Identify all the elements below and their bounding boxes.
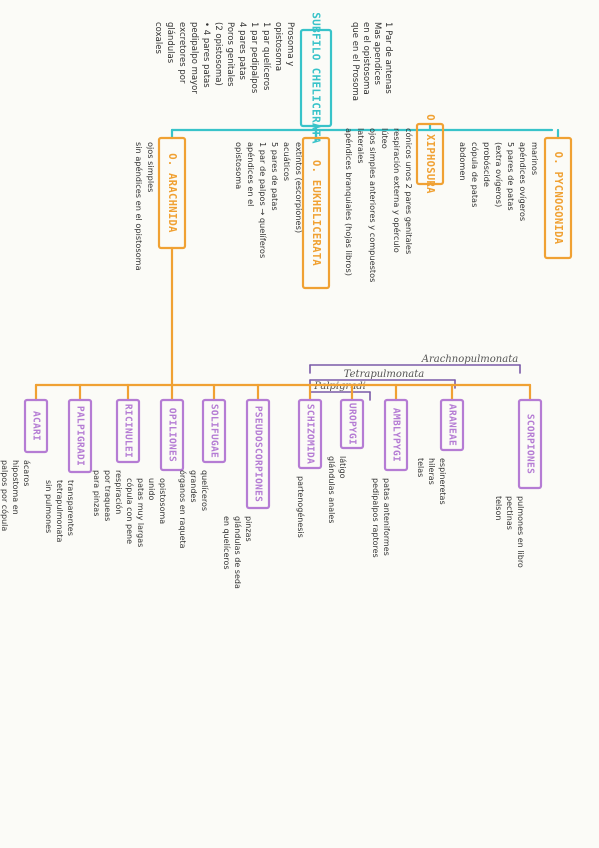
arachnid-order-box-label: AMBLYPYGI [390, 407, 402, 463]
subphylum-title-box-label: SUBFILO CHELICERATA [309, 12, 323, 144]
arachnid-order-box [25, 400, 47, 452]
arachnid-order-box [441, 400, 463, 450]
grouping-label: Tetrapulmonata [343, 369, 425, 380]
order-box [303, 138, 329, 288]
arachnid-order-box [203, 400, 225, 462]
arachnid-order-trait: hileras [427, 458, 436, 485]
order-trait: lúteo [380, 128, 390, 149]
arachnid-order-trait: patas muy largas [136, 478, 145, 548]
arachnid-order-trait: partenogénesis [296, 476, 305, 538]
order-trait: sin apéndices en el opistosoma [134, 142, 144, 271]
arachnid-order-box-label: SCHIZOMIDA [304, 403, 316, 465]
order-box-label: O. PYCNOGONIDA [552, 151, 564, 245]
grouping-label: Palpigradi [314, 381, 366, 392]
order-trait: respiración externa y opérculo [392, 128, 402, 253]
order-trait: (extra ovígeros) [494, 142, 504, 208]
arachnid-order-trait: pulmones en libro [516, 496, 525, 568]
arachnid-order-box [247, 400, 269, 508]
arachnid-order-trait: grandes [189, 470, 198, 503]
arachnid-order-box-label: SCORPIONES [524, 413, 536, 475]
order-trait: ojos simples [146, 142, 156, 193]
arachnid-order-trait: opistosoma [158, 478, 167, 525]
order-trait: marinos [530, 142, 540, 176]
arachnid-order-box [341, 400, 363, 448]
arachnid-order-trait: telson [494, 496, 503, 521]
arachnid-order-trait: respiración [114, 470, 123, 515]
order-trait: apéndices branquiales (hojas libros) [344, 128, 354, 276]
subphylum-title-box [301, 12, 331, 144]
arachnid-order-trait: glándulas de seda [233, 516, 242, 589]
arachnid-order-box-label: UROPYGI [346, 402, 358, 446]
arachnid-order-trait: pectinas [505, 496, 514, 530]
arachnid-order-box [117, 400, 139, 462]
arachnid-order-trait: tetrapulmonata [55, 480, 64, 543]
order-trait: cónicos unos 2 pares genitales [404, 128, 414, 255]
order-trait: probóscide [482, 142, 492, 187]
subphylum-trait: 1 par quelíceros [261, 22, 271, 91]
subphylum-trait: (2 opistosoma) [213, 22, 223, 86]
arachnid-order-trait: para pinzas [92, 470, 101, 517]
arachnid-order-trait: patas anteniformes [382, 478, 391, 556]
order-box-label: O. EUKHELICERATA [310, 160, 322, 266]
arachnid-order-trait: glándulas anales [327, 456, 336, 524]
subphylum-trait: opistosoma [273, 22, 283, 72]
arachnid-order-trait: pedipalpos raptores [371, 478, 380, 558]
arachnid-order-box [69, 400, 91, 472]
arachnid-order-trait: quelíceros [200, 470, 209, 512]
arachnid-order-trait: látigo [338, 456, 347, 479]
order-trait: apéndices en el [246, 142, 256, 207]
subphylum-trait: Prosoma y [285, 22, 295, 67]
subphylum-trait: pedipalpo mayor [189, 22, 199, 94]
order-trait: 5 pares de patas [270, 142, 280, 211]
subphylum-trait: Poros genitales [225, 22, 235, 87]
arachnid-order-trait: espineretas [438, 458, 447, 505]
intro-note: Mas apendices [372, 22, 382, 85]
order-trait: abdomen [458, 142, 468, 181]
arachnid-order-box-label: SOLIFUGAE [208, 403, 220, 459]
order-box [159, 138, 185, 248]
subphylum-trait: • 4 pares patas [201, 22, 211, 88]
arachnid-order-box [519, 400, 541, 488]
arachnid-order-trait: telas [416, 458, 425, 478]
arachnid-order-trait: transparentes [66, 480, 75, 536]
order-trait: opistosoma [234, 142, 244, 190]
order-trait: 1 par de palpos → quelíferos [258, 142, 268, 259]
order-trait: apéndices ovígeros [518, 142, 528, 222]
arachnid-order-box-label: ARANEAE [446, 403, 458, 447]
intro-note: en el opistosoma [361, 22, 371, 95]
arachnid-order-trait: órganos en raqueta [178, 470, 187, 549]
intro-note: 1 Par de antenas [383, 22, 393, 94]
order-box-label: O. XIPHOSURA [424, 114, 436, 194]
subphylum-trait: 4 pares patas [237, 22, 247, 80]
order-trait: 5 pares de patas [506, 142, 516, 211]
arachnid-order-box [385, 400, 407, 470]
subphylum-trait: coxales [153, 22, 163, 54]
intro-note: que en el Prosoma [350, 22, 360, 101]
arachnid-order-box [299, 400, 321, 468]
arachnid-order-trait: palpos por cópula [0, 460, 9, 532]
arachnid-order-box-label: ACARI [30, 410, 42, 442]
arachnid-order-box-label: OPILIONES [166, 407, 178, 463]
order-trait: ojos simples anteriores y compuestos [368, 128, 378, 283]
arachnid-order-box [161, 400, 183, 470]
arachnid-order-trait: cópula con pene [125, 478, 134, 545]
arachnid-order-box-label: RICINULEI [122, 403, 134, 459]
arachnid-order-trait: sin pulmones [44, 480, 53, 534]
arachnid-order-trait: unido [147, 478, 156, 501]
order-trait: cópula de patas [470, 142, 480, 208]
order-box [417, 114, 443, 194]
arachnid-order-trait: pinzas [244, 516, 253, 542]
arachnid-order-trait: hipostoma en [11, 460, 20, 515]
order-trait: laterales [356, 128, 366, 164]
order-trait: extintos (escorpiones) [294, 142, 304, 234]
arachnid-order-trait: en quelíceros [222, 516, 231, 570]
order-box-label: O. ARACHNIDA [166, 153, 178, 233]
order-box [545, 138, 571, 258]
arachnid-order-box-label: PSEUDOSCORPIONES [252, 405, 264, 503]
arachnid-order-box-label: PALPIGRADI [74, 405, 86, 467]
subphylum-trait: 1 par pedipalpos [249, 22, 259, 94]
arachnid-order-trait: por traqueas [103, 470, 112, 522]
subphylum-trait: glándulas [165, 22, 175, 64]
order-trait: acuáticos [282, 142, 292, 181]
subphylum-trait: excretores por [177, 22, 187, 84]
arachnid-order-trait: ácaros [22, 460, 31, 487]
grouping-label: Arachnopulmonata [421, 354, 519, 365]
